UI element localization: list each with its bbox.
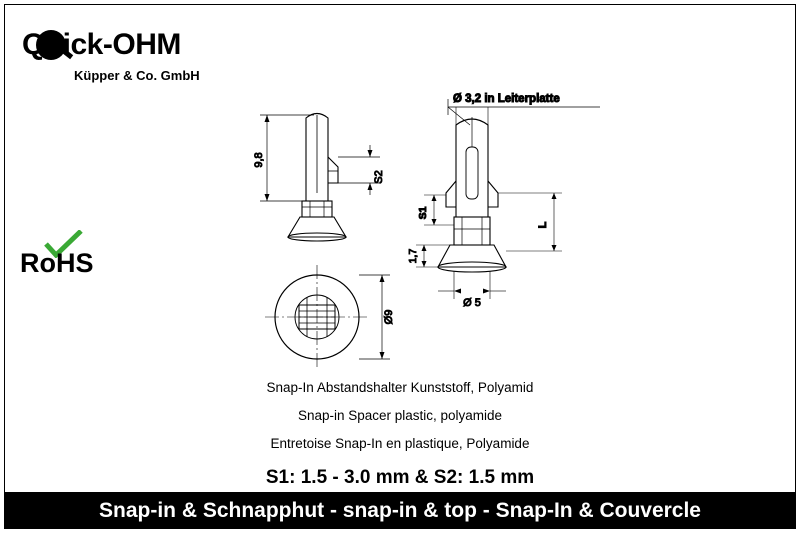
caption-french: Entretoise Snap-In en plastique, Polyamide: [270, 436, 530, 451]
rohs-label: RoHS: [20, 248, 94, 278]
svg-text:Ø 3,2 in Leiterplatte: Ø 3,2 in Leiterplatte: [453, 93, 560, 105]
spec-text: S1: 1.5 - 3.0 mm & S2: 1.5 mm: [265, 467, 535, 488]
svg-text:9,8: 9,8: [253, 152, 265, 168]
logo-subtitle-text: Küpper & Co. GmbH: [74, 68, 200, 83]
svg-text:1,7: 1,7: [407, 248, 419, 264]
svg-text:Ø 5: Ø 5: [463, 297, 481, 309]
footer-text: Snap-in & Schnapphut - snap-in & top - Snap-In & Couvercle: [98, 498, 701, 522]
footer-bar: [4, 492, 796, 529]
svg-text:L: L: [537, 221, 549, 229]
caption-german: Snap-In Abstandshalter Kunststoff, Polyamid: [266, 380, 534, 395]
rohs-badge: [20, 230, 110, 284]
svg-text:S1: S1: [417, 206, 429, 220]
logo-brand-text: Quick-OHM: [22, 28, 181, 61]
svg-text:S2: S2: [373, 170, 385, 184]
caption-block: [0, 380, 800, 489]
svg-text:Ø9: Ø9: [383, 309, 395, 325]
company-logo: [22, 28, 242, 90]
technical-drawing: [210, 85, 640, 375]
caption-english: Snap-in Spacer plastic, polyamide: [297, 408, 503, 423]
